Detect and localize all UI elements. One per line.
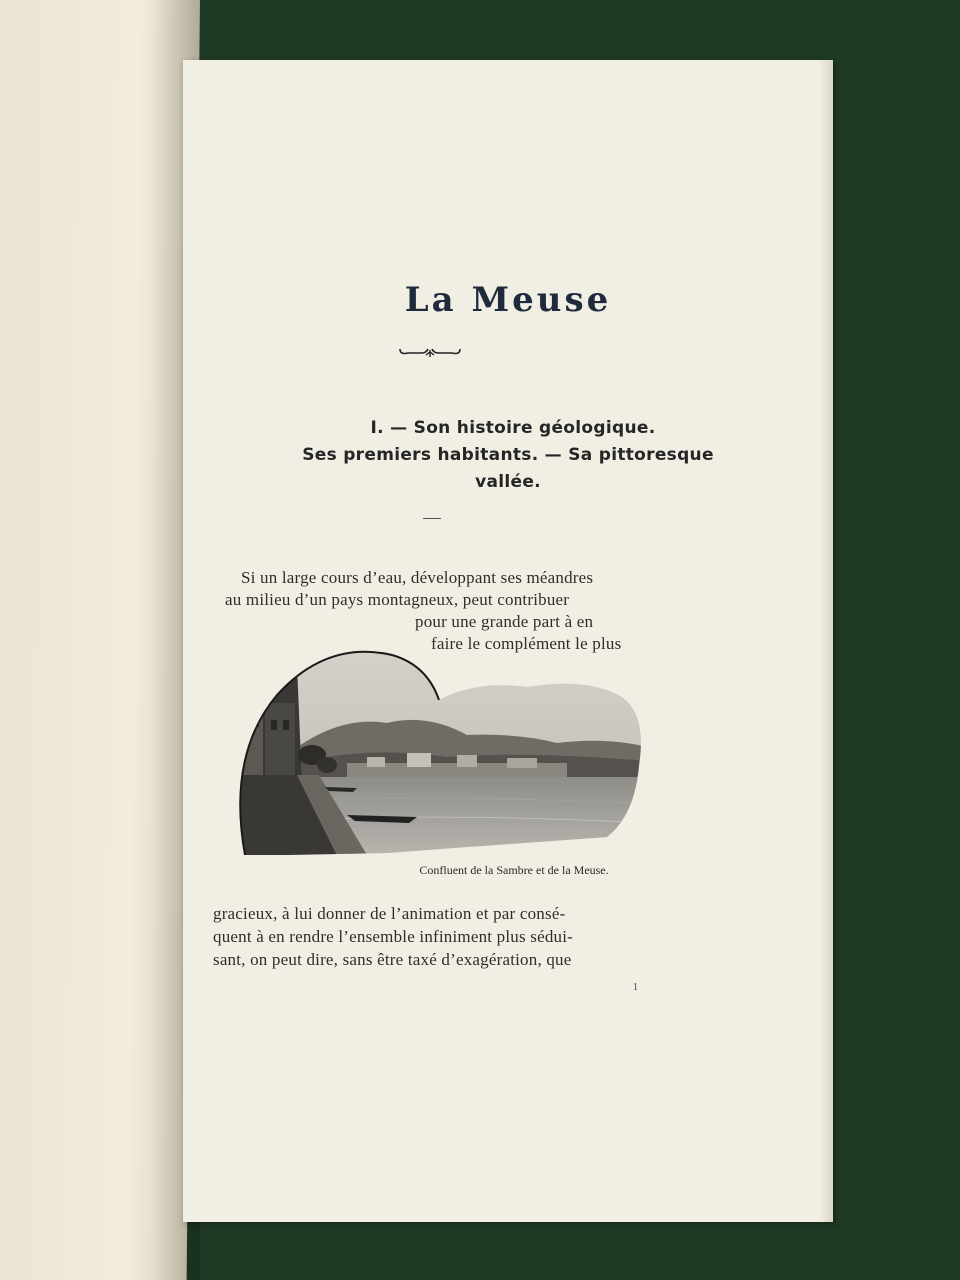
book-page: [183, 60, 833, 1222]
body-text-line: Si un large cours d’eau, développant ses méandres: [241, 568, 594, 587]
body-text-line: pour une grande part à en: [415, 612, 594, 631]
dash-separator: [423, 518, 441, 519]
section-heading-line-2: Ses premiers habitants. — Sa pittoresque: [302, 445, 714, 465]
image-caption: Confluent de la Sambre et de la Meuse.: [419, 863, 609, 877]
page-title: La Meuse: [404, 280, 612, 320]
body-text-line: quent à en rendre l’ensemble infiniment plus sédui-: [213, 927, 574, 946]
page-number: 1: [633, 982, 638, 993]
river-confluence-photo: [227, 625, 647, 855]
section-heading-line-3: vallée.: [475, 472, 541, 492]
page-edge: [819, 60, 833, 1222]
body-text-line: au milieu d’un pays montagneux, peut contribuer: [225, 590, 570, 609]
body-text-line: faire le complément le plus: [431, 634, 622, 653]
section-heading-line-1: I. — Son histoire géologique.: [370, 418, 656, 438]
body-text-line: sant, on peut dire, sans être taxé d’exagération, que: [213, 950, 572, 969]
body-text-line: gracieux, à lui donner de l’animation et par consé-: [213, 904, 566, 923]
ornament-icon: [398, 347, 462, 359]
